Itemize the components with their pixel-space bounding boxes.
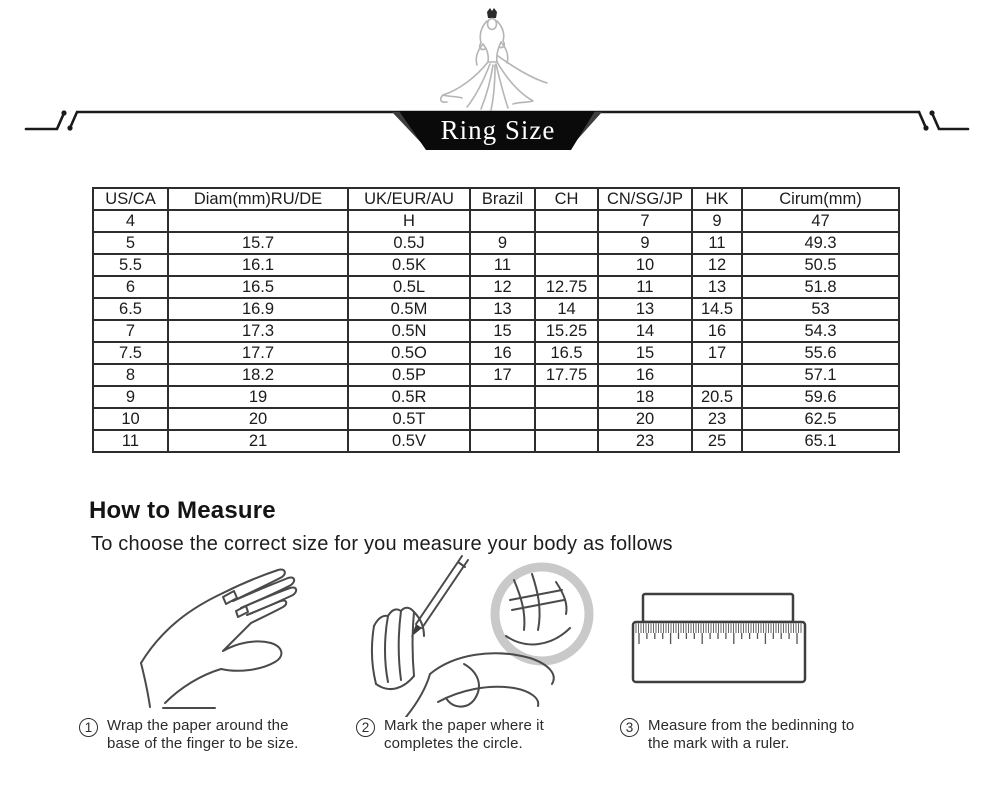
table-row bbox=[93, 210, 899, 232]
table-cell bbox=[168, 210, 348, 232]
table-cell: 0.5T bbox=[348, 408, 470, 430]
table-cell: 0.5K bbox=[348, 254, 470, 276]
step-text-line: base of the finger to be size. bbox=[107, 734, 299, 752]
step-text-line: the mark with a ruler. bbox=[648, 734, 790, 752]
table-body bbox=[93, 210, 899, 452]
table-cell: 47 bbox=[742, 210, 899, 232]
table-cell: H bbox=[348, 210, 470, 232]
step-text-line: Mark the paper where it bbox=[384, 717, 544, 734]
table-cell: 11 bbox=[598, 276, 692, 298]
column-header: US/CA bbox=[93, 188, 168, 210]
table-cell bbox=[692, 364, 742, 386]
table-cell: 55.6 bbox=[742, 342, 899, 364]
table-cell: 10 bbox=[93, 408, 168, 430]
table-cell: 57.1 bbox=[742, 364, 899, 386]
table-cell: 11 bbox=[470, 254, 535, 276]
table-cell: 13 bbox=[598, 298, 692, 320]
table-row bbox=[93, 386, 899, 408]
table-cell bbox=[535, 430, 598, 452]
table-cell: 12.75 bbox=[535, 276, 598, 298]
magnifier-circle-icon bbox=[495, 567, 589, 661]
table-cell: 12 bbox=[692, 254, 742, 276]
table-cell: 59.6 bbox=[742, 386, 899, 408]
table-cell: 7 bbox=[598, 210, 692, 232]
table-cell: 9 bbox=[470, 232, 535, 254]
table-cell: 4 bbox=[93, 210, 168, 232]
table-cell: 14 bbox=[535, 298, 598, 320]
table-header-row bbox=[93, 188, 899, 210]
table-cell bbox=[535, 254, 598, 276]
table-cell: 14.5 bbox=[692, 298, 742, 320]
table-cell: 54.3 bbox=[742, 320, 899, 342]
table-cell: 15 bbox=[470, 320, 535, 342]
table-cell: 53 bbox=[742, 298, 899, 320]
table-cell: 0.5M bbox=[348, 298, 470, 320]
table-cell: 16.5 bbox=[535, 342, 598, 364]
table-cell: 17 bbox=[470, 364, 535, 386]
table-cell: 13 bbox=[692, 276, 742, 298]
table-cell: 6 bbox=[93, 276, 168, 298]
column-header: UK/EUR/AU bbox=[348, 188, 470, 210]
step-1 bbox=[79, 717, 337, 752]
table-cell: 21 bbox=[168, 430, 348, 452]
table-row bbox=[93, 254, 899, 276]
table-row bbox=[93, 408, 899, 430]
step-3-text bbox=[648, 717, 854, 752]
step-1-number-icon: 1 bbox=[79, 718, 98, 737]
step-3-number-icon: 3 bbox=[620, 718, 639, 737]
ring-size-table bbox=[92, 187, 900, 453]
table-cell: 0.5V bbox=[348, 430, 470, 452]
table-cell: 16.5 bbox=[168, 276, 348, 298]
table-cell: 5.5 bbox=[93, 254, 168, 276]
table-cell bbox=[535, 210, 598, 232]
table-cell: 11 bbox=[93, 430, 168, 452]
table-cell: 17 bbox=[692, 342, 742, 364]
table-cell: 7 bbox=[93, 320, 168, 342]
table-cell: 20.5 bbox=[692, 386, 742, 408]
step-text-line: Measure from the bedinning to bbox=[648, 717, 855, 734]
step-text-line: Wrap the paper around the bbox=[107, 717, 289, 734]
step-2 bbox=[356, 717, 571, 752]
table-cell: 18 bbox=[598, 386, 692, 408]
table-cell: 17.3 bbox=[168, 320, 348, 342]
table-cell bbox=[470, 386, 535, 408]
table-cell: 20 bbox=[598, 408, 692, 430]
bride-illustration-icon bbox=[435, 6, 565, 111]
table-row bbox=[93, 298, 899, 320]
column-header: CH bbox=[535, 188, 598, 210]
table-cell: 62.5 bbox=[742, 408, 899, 430]
table-cell: 0.5J bbox=[348, 232, 470, 254]
table-cell: 16 bbox=[692, 320, 742, 342]
table-row bbox=[93, 320, 899, 342]
table-cell: 15 bbox=[598, 342, 692, 364]
table-cell bbox=[535, 408, 598, 430]
step-text-line: completes the circle. bbox=[384, 734, 523, 752]
step-2-text bbox=[384, 717, 544, 752]
column-header: Diam(mm)RU/DE bbox=[168, 188, 348, 210]
section-banner bbox=[390, 110, 606, 152]
ruler-illustration-icon bbox=[616, 582, 836, 692]
table-cell bbox=[470, 408, 535, 430]
column-header: CN/SG/JP bbox=[598, 188, 692, 210]
step-1-text bbox=[107, 717, 298, 752]
table-cell: 16.1 bbox=[168, 254, 348, 276]
column-header: Cirum(mm) bbox=[742, 188, 899, 210]
table-row bbox=[93, 364, 899, 386]
table-row bbox=[93, 232, 899, 254]
table-cell: 9 bbox=[598, 232, 692, 254]
table-cell: 0.5P bbox=[348, 364, 470, 386]
table-cell: 0.5O bbox=[348, 342, 470, 364]
table-cell: 19 bbox=[168, 386, 348, 408]
table-cell bbox=[535, 386, 598, 408]
table-cell: 18.2 bbox=[168, 364, 348, 386]
table-row bbox=[93, 276, 899, 298]
table-cell bbox=[535, 232, 598, 254]
table-cell: 17.7 bbox=[168, 342, 348, 364]
table-cell bbox=[470, 430, 535, 452]
table-cell: 5 bbox=[93, 232, 168, 254]
table-cell: 16 bbox=[598, 364, 692, 386]
banner-title: Ring Size bbox=[440, 115, 556, 145]
table-row bbox=[93, 342, 899, 364]
step-2-number-icon: 2 bbox=[356, 718, 375, 737]
table-cell: 14 bbox=[598, 320, 692, 342]
table-cell: 11 bbox=[692, 232, 742, 254]
table-cell: 0.5L bbox=[348, 276, 470, 298]
table-cell: 12 bbox=[470, 276, 535, 298]
column-header: HK bbox=[692, 188, 742, 210]
table-cell: 9 bbox=[692, 210, 742, 232]
table-cell: 16.9 bbox=[168, 298, 348, 320]
table-cell: 16 bbox=[470, 342, 535, 364]
column-header: Brazil bbox=[470, 188, 535, 210]
table-cell: 0.5N bbox=[348, 320, 470, 342]
table-cell: 23 bbox=[598, 430, 692, 452]
table-cell: 0.5R bbox=[348, 386, 470, 408]
marking-hands-illustration-icon bbox=[346, 552, 606, 717]
table-cell: 15.7 bbox=[168, 232, 348, 254]
table-cell: 9 bbox=[93, 386, 168, 408]
table-cell: 51.8 bbox=[742, 276, 899, 298]
table-row bbox=[93, 430, 899, 452]
table-cell: 7.5 bbox=[93, 342, 168, 364]
table-cell: 15.25 bbox=[535, 320, 598, 342]
table-cell: 6.5 bbox=[93, 298, 168, 320]
table-cell: 65.1 bbox=[742, 430, 899, 452]
table-cell: 49.3 bbox=[742, 232, 899, 254]
table-cell: 13 bbox=[470, 298, 535, 320]
step-3 bbox=[620, 717, 888, 752]
hand-illustration-icon bbox=[135, 563, 335, 713]
table-cell: 10 bbox=[598, 254, 692, 276]
table-cell: 17.75 bbox=[535, 364, 598, 386]
table-cell: 25 bbox=[692, 430, 742, 452]
how-to-measure-subtitle: To choose the correct size for you measure your body as follows bbox=[91, 533, 673, 555]
table-cell bbox=[470, 210, 535, 232]
table-cell: 8 bbox=[93, 364, 168, 386]
how-to-measure-heading: How to Measure bbox=[89, 497, 276, 524]
table-cell: 23 bbox=[692, 408, 742, 430]
table-cell: 50.5 bbox=[742, 254, 899, 276]
table-cell: 20 bbox=[168, 408, 348, 430]
paper-strip-shape bbox=[643, 594, 793, 622]
